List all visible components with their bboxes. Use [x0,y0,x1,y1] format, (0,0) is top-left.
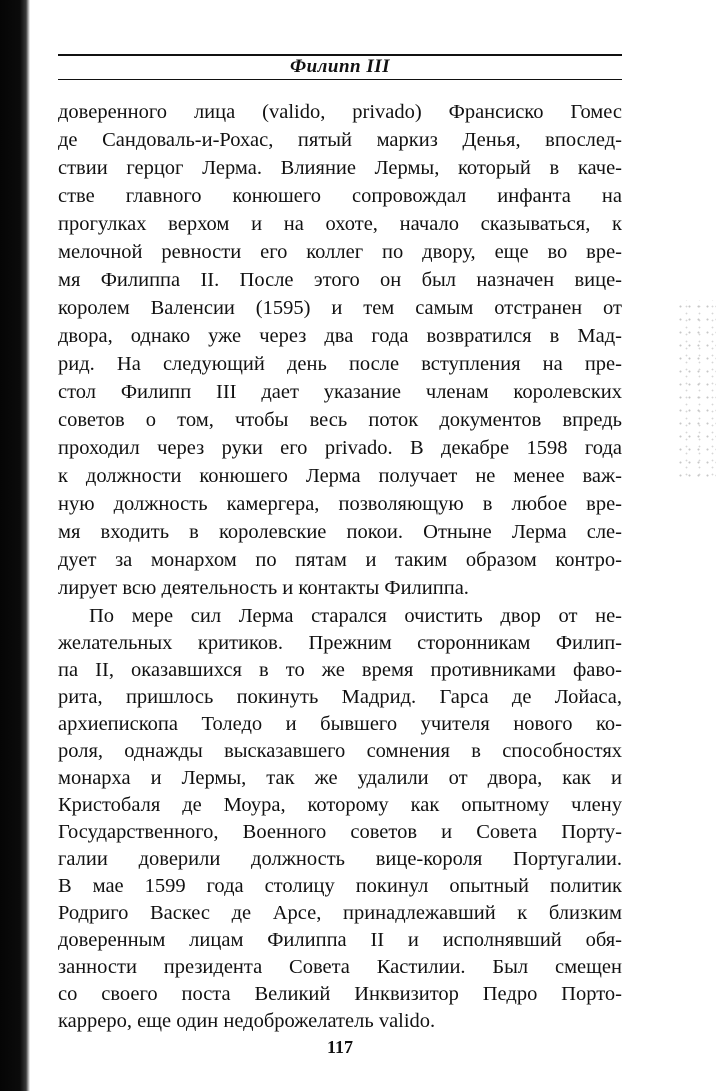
text-line: проходил через руки его privado. В декабре 1598 года [58,437,622,459]
text-line: стол Филипп III дает указание членам королевских [58,381,622,403]
text-line: к должности конюшего Лерма получает не менее важ- [58,465,622,487]
text-line: мя Филиппа II. После этого он был назначен вице- [58,269,622,291]
text-line: В мае 1599 года столицу покинул опытный политик [58,875,622,897]
text-line: Государственного, Военного советов и Совета Порту- [58,821,622,843]
text-line: Кристобаля де Моура, которому как опытному члену [58,794,622,816]
text-line: со своего поста Великий Инквизитор Педро Порто- [58,983,622,1005]
text-line: дует за монархом по пятам и таким образом контро- [58,549,622,571]
page-number: 117 [326,1037,353,1057]
text-line: желательных критиков. Прежним сторонникам Филип- [58,632,622,654]
text-line: рита, пришлось покинуть Мадрид. Гарса де Лойаса, [58,686,622,708]
text-line: Родриго Васкес де Арсе, принадлежавший к близким [58,902,622,924]
text-line: стве главного конюшего сопровождал инфанта на [58,185,622,207]
text-line: советов о том, чтобы весь поток документов впредь [58,409,622,431]
scan-noise [676,300,716,480]
text-line: рид. На следующий день после вступления на пре- [58,353,622,375]
text-line: двора, однако уже через два года возвратился в Мад- [58,325,622,347]
running-head [58,54,622,80]
text-line: лирует всю деятельность и контакты Филиппа. [58,577,469,599]
text-line: галии доверили должность вице-короля Португалии. [58,848,622,870]
text-line: занности президента Совета Кастилии. Был смещен [58,956,622,978]
text-line: ную должность камергера, позволяющую в любое вре- [58,493,622,515]
text-line: королем Валенсии (1595) и тем самым отстранен от [58,297,622,319]
text-line: По мере сил Лерма старался очистить двор от не- [89,605,622,627]
text-line: доверенного лица (valido, privado) Франсиско Гомес [58,101,622,123]
running-head-title: Филипп III [289,56,391,77]
text-line: ствии герцог Лерма. Влияние Лермы, который в каче- [58,157,622,179]
text-line: де Сандоваль-и-Рохас, пятый маркиз Денья, впослед- [58,129,622,151]
text-line: доверенным лицам Филиппа II и исполнявший обя- [58,929,622,951]
text-line: карреро, еще один недоброжелатель valido. [58,1010,436,1032]
text-line: мелочной ревности его коллег по двору, еще во вре- [58,241,622,263]
text-line: па II, оказавшихся в то же время противниками фаво- [58,659,622,681]
book-binding-shadow [0,0,30,1091]
text-line: прогулках верхом и на охоте, начало сказываться, к [58,213,622,235]
text-line: архиепископа Толедо и бывшего учителя нового ко- [58,713,622,735]
text-line: монарха и Лермы, так же удалили от двора, как и [58,767,622,789]
text-line: мя входить в королевские покои. Отныне Лерма сле- [58,521,622,543]
text-line: роля, однажды высказавшего сомнения в способностях [58,740,622,762]
